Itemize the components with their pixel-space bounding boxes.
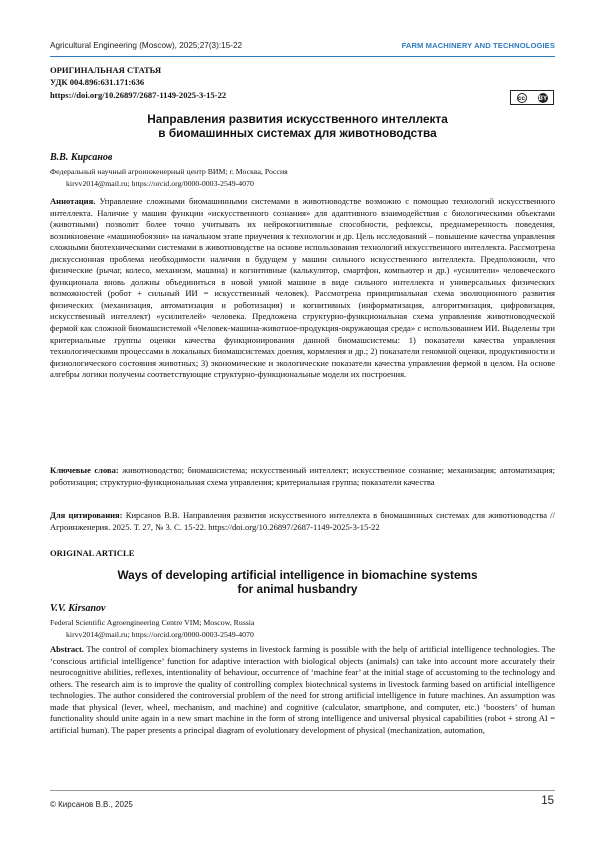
ru-title-line: Направления развития искусственного интеллекта: [147, 112, 448, 126]
en-affiliation: Federal Scientific Agroengineering Centre VIM; Moscow, Russia: [50, 618, 255, 627]
en-title-line: Ways of developing artificial intelligence in biomachine systems: [117, 568, 478, 582]
cc-icon: cc: [518, 94, 525, 102]
en-article-type: ORIGINAL ARTICLE: [50, 548, 135, 558]
en-abstract-label: Abstract.: [50, 644, 84, 654]
udk: УДК 004.896:631.171:636: [50, 77, 145, 88]
page-number: 15: [541, 795, 554, 807]
ru-title: [60, 112, 535, 140]
ru-citation-text: Кирсанов В.В. Направления развития искусственного интеллекта в биомашинных системах для животноводства // Агроинженерия. 2025. Т. 27, № 3. С. 15-22. https://doi.org/10.26897/2687-1149-2025-3-15-22: [50, 510, 555, 532]
en-author: V.V. Kirsanov: [50, 603, 106, 614]
ru-affiliation: Федеральный научный агроинженерный центр ВИМ; г. Москва, Россия: [50, 167, 288, 176]
en-title: [60, 568, 535, 596]
header-divider: [50, 56, 555, 57]
en-abstract: [50, 644, 555, 736]
ru-affiliation-block: [50, 166, 288, 189]
article-type: ОРИГИНАЛЬНАЯ СТАТЬЯ: [50, 65, 162, 75]
en-affiliation-block: [50, 617, 254, 640]
ru-keywords-text: животноводство; биомашсистема; искусственный интеллект; искусственное сознание; механизация; автоматизация; роботизация; структурно-функциональная схема управления; критериальная группа; показатели качества: [50, 465, 556, 487]
ru-citation-label: Для цитирования:: [50, 510, 123, 520]
by-icon: BY: [538, 94, 548, 102]
en-contacts[interactable]: kirvv2014@mail.ru; https://orcid.org/0000-0003-2549-4070: [66, 629, 254, 639]
copyright: © Кирсанов В.В., 2025: [50, 800, 133, 809]
doi-link[interactable]: https://doi.org/10.26897/2687-1149-2025-3-15-22: [50, 89, 227, 100]
ru-abstract: [50, 196, 555, 381]
ru-keywords: [50, 465, 555, 488]
running-header: [50, 41, 555, 53]
footer-divider: [50, 790, 555, 791]
cc-by-license-badge[interactable]: [510, 90, 554, 105]
ru-title-line: в биомашинных системах для животноводства: [158, 126, 437, 140]
en-title-line: for animal husbandry: [237, 582, 358, 596]
ru-citation: [50, 510, 555, 533]
article-meta: [50, 64, 226, 101]
section-name: FARM MACHINERY AND TECHNOLOGIES: [401, 41, 555, 50]
journal-citation: Agricultural Engineering (Moscow), 2025;27(3):15-22: [50, 41, 243, 50]
ru-abstract-label: Аннотация.: [50, 196, 96, 206]
ru-author: В.В. Кирсанов: [50, 152, 113, 163]
ru-abstract-text: Управление сложными биомашинными системами в животноводстве возможно с помощью технологий искусственного интеллекта. Наличие у машин функции «искусственного сознания» для адаптивного взаимодействия с биологическими объектами (животными) позволит более точно учитывать их нейрокогнитивные способности, рефлексы, преднамеренность поведения, возникновение «машинобоязни» на начальном этапе приучения к технологии и др. Цель исследований – повышение качества управления сложными биотехническими системами в животноводстве на основе использования технологий искусственного интеллекта. Рассмотрена дискуссионная проблема необходимости наличия в будущем у машин сильного искусственного интеллекта. Предположили, что физические (рычаг, колесо, механизм, машина) и когнитивные (калькулятор, смартфон, компьютер и др.) «усилители» человеческого функционала вновь должны объединиться в новой умной машине в виде сильного интеллекта и универсальных физических возможностей (робот + сильный ИИ = искусственный человек). Рассмотрена принципиальная схема эволюционного развития физических (механизация, автоматизация и роботизация) и когнитивных (информатизация, алгоритмизация, цифровизация, искусственный интеллект) «усилителей» человека. Предложена структурно-функциональная схема управления животноводческой фермой как сложной биомашсистемой «Человек-машина-животное-продукция-окружающая среда» с использованием ИИ. Выделены три критериальные группы оценки качества функционирования данной биомашсистемы: 1) показатели качества управления технологическими процессами в локальных биомашсистемах доения, кормления и др.; 2) показатели геномной оценки, продуктивности и физиологического состояния животных; 3) экономические и экологические показатели качества управления фермой в целом. На основе алгебры логики получены соответствующие структурно-функциональные модели их построения.: [50, 196, 555, 380]
ru-contacts[interactable]: kirvv2014@mail.ru; https://orcid.org/0000-0003-2549-4070: [66, 178, 254, 188]
ru-keywords-label: Ключевые слова:: [50, 465, 119, 475]
en-abstract-text: The control of complex biomachinery systems in livestock farming is possible with the help of artificial intelligence technologies. The ‘conscious artificial intelligence’ function for adaptive interaction with biological objects (animals) can take into account more accurately their neurocognitive abilities, reflexes, intentionality of behaviour, occurrence of ‘machine fear’ at the initial stage of accustoming to the technology and others. The research aim is to improve the quality of controlling complex biotechnical systems in livestock farming based on artificial intelligence technologies. The author considered the controversial problem of the need for strong artificial intelligence in future machines. An assumption was made that physical (lever, wheel, mechanism, and machine) and cognitive (calculator, smartphone, and computer, etc.) ‘boosters’ of human functionality should unite again in a new smart machine in the form of strong intelligence and universal physical capabilities (robot + strong AI = artificial human). The paper presents a principal diagram of evolutionary development of physical (mechanization, automation,: [50, 644, 555, 735]
